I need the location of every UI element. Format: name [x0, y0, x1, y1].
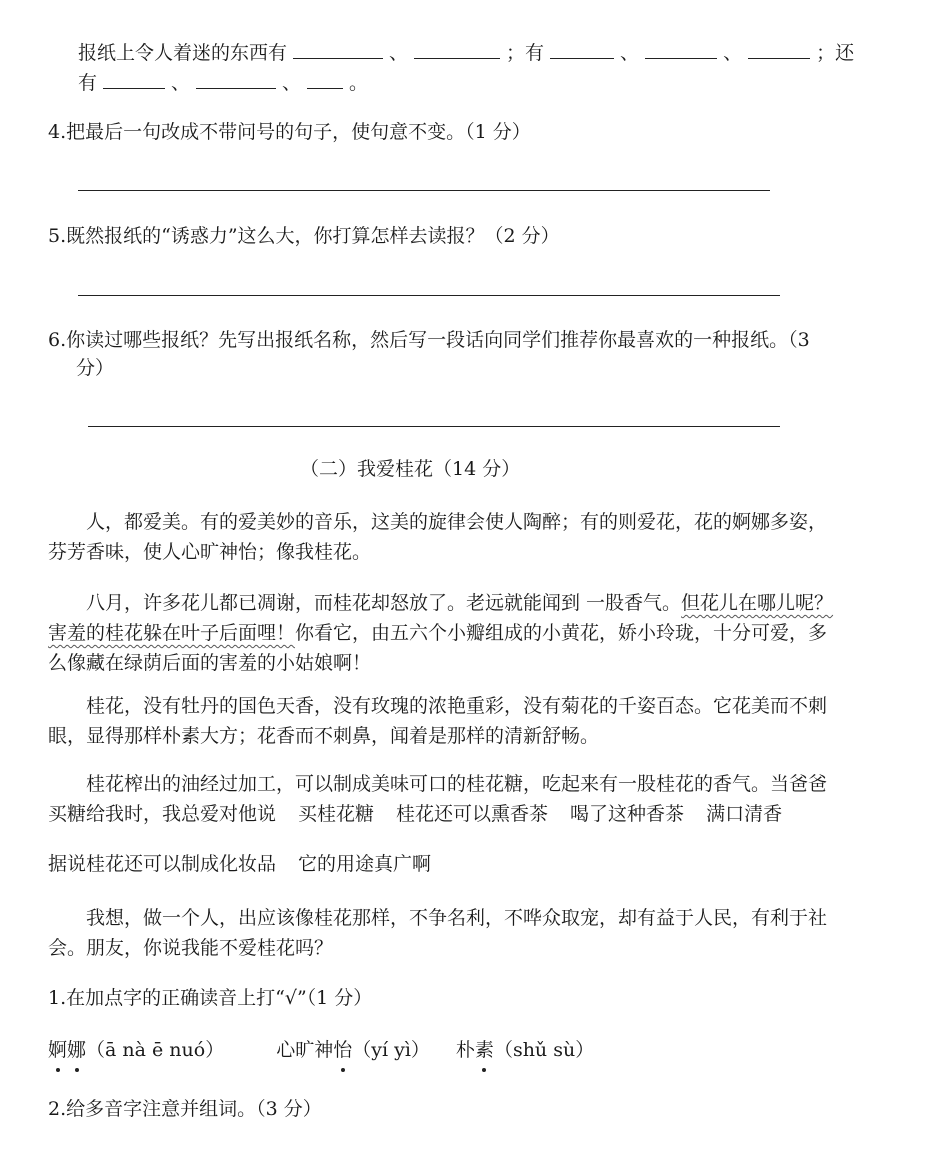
passage-text: 它的用途真广啊	[298, 853, 432, 875]
passage-text: 桂花还可以熏香茶	[396, 803, 549, 825]
word-text: 朴	[455, 1039, 475, 1061]
period: 。	[349, 72, 369, 94]
question-6-line-1: 6.你读过哪些报纸？先写出报纸名称，然后写一段话向同学们推荐你最喜欢的一种报纸。（3	[48, 329, 810, 351]
exercise-2: 2.给多音字注意并组词。（3 分）	[48, 1098, 322, 1120]
answer-blank[interactable]	[196, 68, 276, 89]
fill-text-4: 有	[78, 72, 98, 94]
question-5: 5.既然报纸的“诱惑力”这么大，你打算怎样去读报？（2 分）	[48, 225, 560, 247]
dotted-char: 娜	[67, 1036, 86, 1064]
separator: 、	[389, 42, 409, 64]
passage-p3-line-1: 桂花，没有牡丹的国色天香，没有玫瑰的浓艳重彩，没有菊花的千姿百态。它花美而不刺	[86, 695, 828, 717]
passage-p2-line-2	[48, 619, 827, 647]
answer-blank[interactable]	[293, 38, 383, 59]
passage-text: 喝了这种香茶	[570, 803, 685, 825]
fill-blank-line-1	[78, 38, 854, 67]
question-6-line-2: 分）	[76, 357, 115, 379]
passage-text: 买糖给我时，我总爱对他说	[48, 803, 277, 825]
exercise-1: 1.在加点字的正确读音上打“√”（1 分）	[48, 987, 373, 1009]
word-text: 心旷神	[276, 1039, 334, 1061]
answer-blank[interactable]	[307, 68, 343, 89]
passage-p1-line-1: 人，都爱美。有的爱美妙的音乐，这美的旋律会使人陶醉；有的则爱花，花的婀娜多姿，	[86, 511, 828, 533]
question-4: 4.把最后一句改成不带问号的句子，使句意不变。（1 分）	[48, 121, 531, 143]
answer-blank[interactable]	[748, 38, 810, 59]
passage-text: 八月，许多花儿都已凋谢，而桂花却怒放了。老远就能闻到 一股香气。	[86, 592, 682, 614]
pinyin-options-row	[48, 1036, 594, 1064]
pinyin-choice[interactable]: （ā nà ē nuó）	[86, 1039, 225, 1061]
passage-text: 据说桂花还可以制成化妆品	[48, 853, 277, 875]
separator: 、	[723, 42, 743, 64]
answer-blank[interactable]	[103, 68, 165, 89]
answer-line-q4[interactable]	[78, 190, 770, 191]
passage-p4-line-2	[48, 800, 782, 828]
pinyin-choice[interactable]: （shǔ sù）	[493, 1039, 595, 1061]
fill-text-2: ；有	[506, 42, 545, 64]
answer-line-q5[interactable]	[78, 295, 780, 296]
wavy-underlined-text: 害羞的桂花躲在叶子后面哩！	[48, 622, 296, 644]
separator: 、	[171, 72, 191, 94]
section-title: （二）我爱桂花（14 分）	[300, 458, 521, 480]
passage-text: 买桂花糖	[298, 803, 375, 825]
passage-p3-line-2: 眼，显得那样朴素大方；花香而不刺鼻，闻着是那样的清新舒畅。	[48, 725, 600, 747]
passage-text: 你看它，由五六个小瓣组成的小黄花，娇小玲珑，十分可爱，多	[295, 622, 828, 644]
passage-p2-line-1	[86, 589, 833, 617]
fill-text-3: ；还	[816, 42, 855, 64]
passage-p2-line-3: 么像藏在绿荫后面的害羞的小姑娘啊！	[48, 652, 372, 674]
dotted-char: 婀	[48, 1036, 67, 1064]
fill-blank-line-2	[78, 68, 368, 97]
passage-p1-line-2: 芬芳香味，使人心旷神怡；像我桂花。	[48, 541, 372, 563]
answer-blank[interactable]	[414, 38, 500, 59]
answer-line-q6[interactable]	[88, 426, 780, 427]
passage-p4-line-3	[48, 850, 431, 878]
answer-blank[interactable]	[550, 38, 614, 59]
dotted-char: 素	[475, 1036, 494, 1064]
passage-text: 满口清香	[706, 803, 783, 825]
pinyin-choice[interactable]: （yí yì）	[352, 1039, 430, 1061]
dotted-char: 怡	[333, 1036, 352, 1064]
answer-blank[interactable]	[645, 38, 717, 59]
passage-p5-line-1: 我想，做一个人，出应该像桂花那样，不争名利，不哗众取宠，却有益于人民，有利于社	[86, 907, 828, 929]
separator: 、	[620, 42, 640, 64]
passage-p4-line-1: 桂花榨出的油经过加工，可以制成美味可口的桂花糖，吃起来有一股桂花的香气。当爸爸	[86, 773, 828, 795]
separator: 、	[282, 72, 302, 94]
wavy-underlined-text: 但花儿在哪儿呢？	[681, 592, 834, 614]
fill-text-1: 报纸上令人着迷的东西有	[78, 42, 288, 64]
passage-p5-line-2: 会。朋友，你说我能不爱桂花吗？	[48, 937, 334, 959]
